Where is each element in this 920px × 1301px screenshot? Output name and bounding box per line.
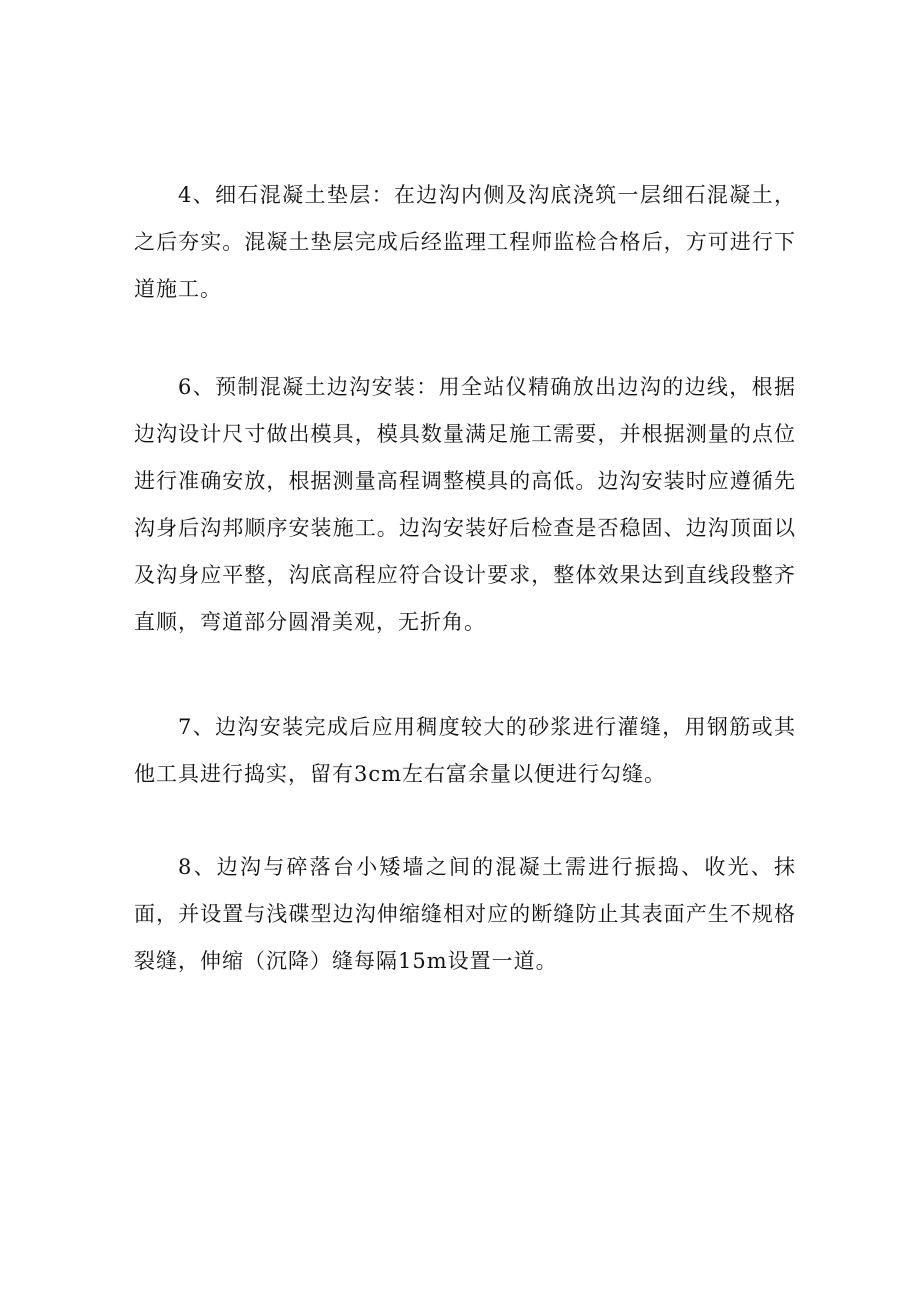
paragraph-item-4: 4、细石混凝土垫层：在边沟内侧及沟底浇筑一层细石混凝土，之后夯实。混凝土垫层完成后经监理工程师监检合格后，方可进行下道施工。 [134, 183, 796, 301]
paragraph-item-6: 6、预制混凝土边沟安装：用全站仪精确放出边沟的边线，根据边沟设计尺寸做出模具，模具数量满足施工需要，并根据测量的点位进行准确安放，根据测量高程调整模具的高低。边沟安装时应遵循先沟身后沟邦顺序安装施工。边沟安装好后检查是否稳固、边沟顶面以及沟身应平整，沟底高程应符合设计要求，整体效果达到直线段整齐直顺，弯道部分圆滑美观，无折角。 [134, 375, 796, 634]
paragraph-item-8: 8、边沟与碎落台小矮墙之间的混凝土需进行振捣、收光、抹面，并设置与浅碟型边沟伸缩缝相对应的断缝防止其表面产生不规格裂缝，伸缩（沉降）缝每隔15m设置一道。 [134, 855, 796, 973]
paragraph-item-7: 7、边沟安装完成后应用稠度较大的砂浆进行灌缝，用钢筋或其他工具进行捣实，留有3cm左右富余量以便进行勾缝。 [134, 715, 796, 786]
